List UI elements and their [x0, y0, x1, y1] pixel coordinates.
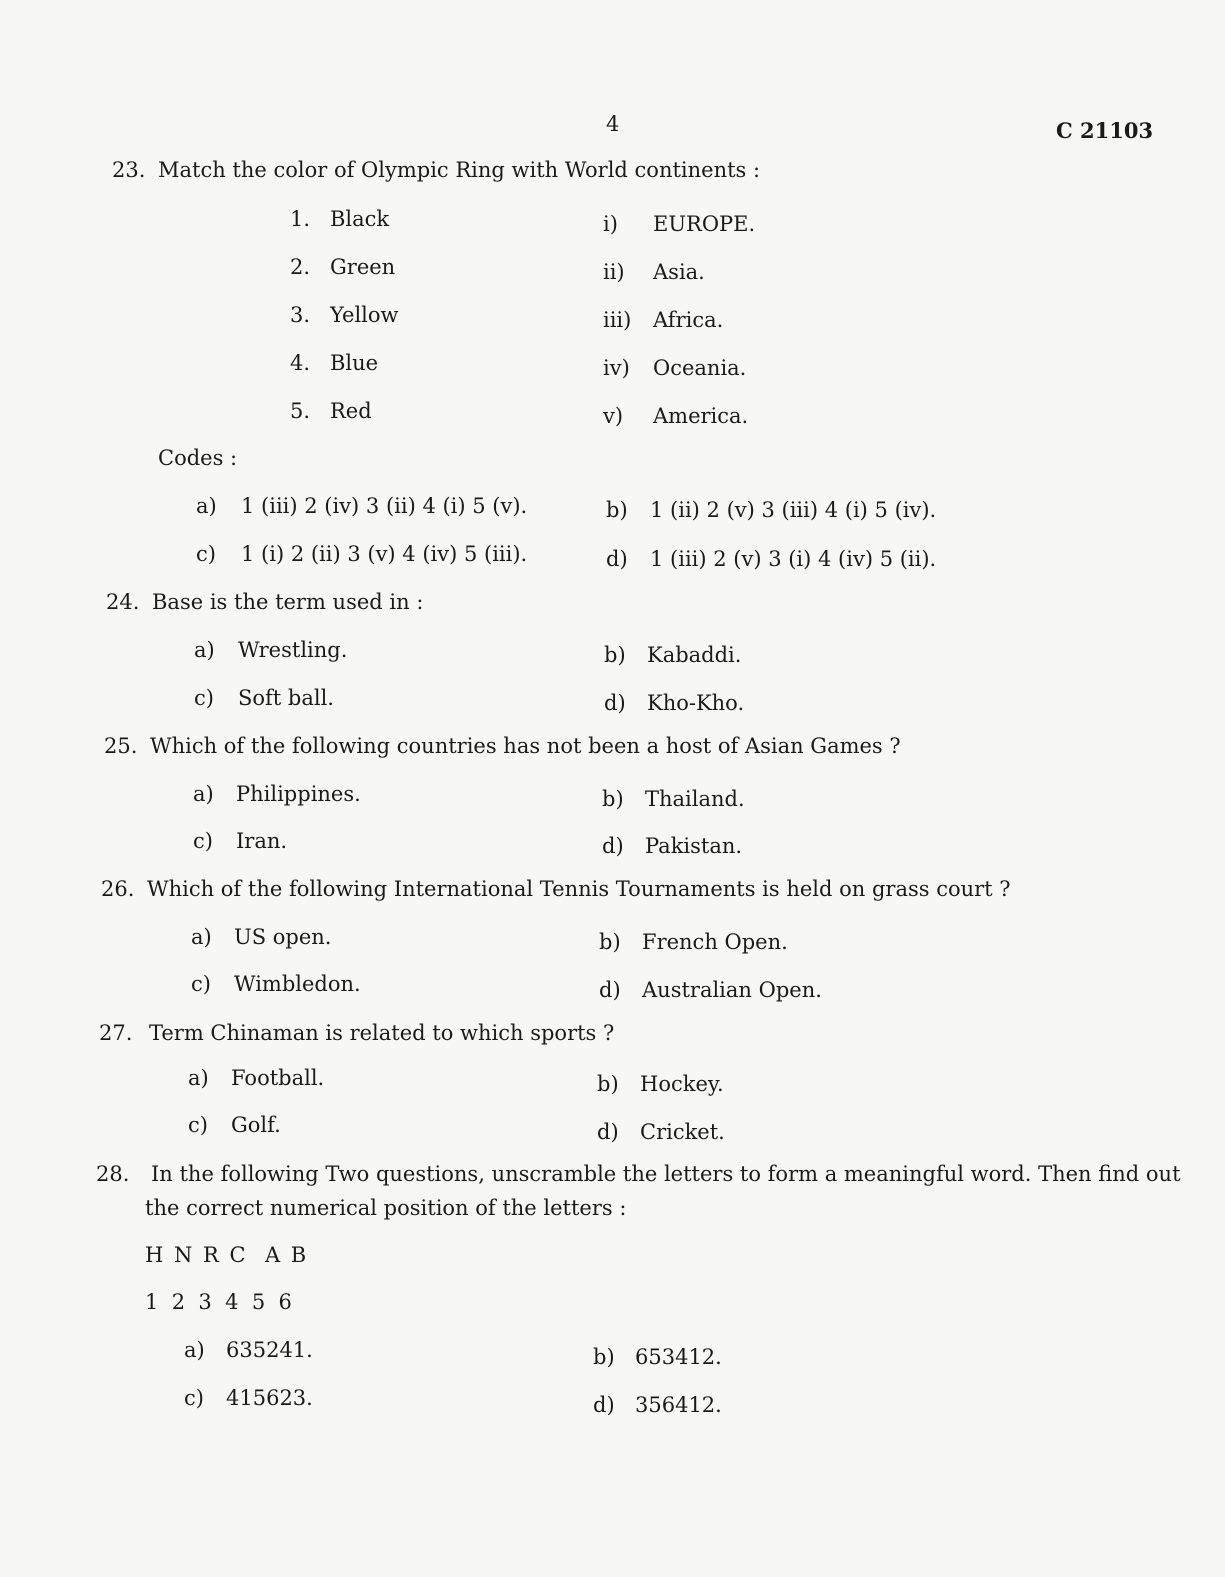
question-number: 25.: [104, 734, 138, 758]
option-c: c) Wimbledon.: [191, 972, 361, 996]
question-number: 28.: [96, 1162, 130, 1186]
match-left-item-5: 5. Red: [290, 399, 372, 423]
option-a: a) Philippines.: [193, 782, 361, 806]
question-text-line2: the correct numerical position of the letters :: [145, 1196, 627, 1220]
option-d: d) Australian Open.: [599, 978, 822, 1002]
question-text: Base is the term used in :: [152, 590, 424, 614]
question-24: [106, 590, 423, 614]
question-27: [99, 1021, 614, 1045]
option-d: d) 1 (iii) 2 (v) 3 (i) 4 (iv) 5 (ii).: [606, 547, 937, 571]
question-text: Term Chinaman is related to which sports ?: [149, 1021, 615, 1045]
option-b: b) 1 (ii) 2 (v) 3 (iii) 4 (i) 5 (iv).: [606, 498, 937, 522]
match-left-item-4: 4. Blue: [290, 351, 379, 375]
option-b: b) French Open.: [599, 930, 788, 954]
match-right-item-1: i) EUROPE.: [603, 212, 756, 236]
page-number: 4: [606, 112, 620, 136]
option-c: c) Soft ball.: [194, 686, 334, 710]
paper-code: C 21103: [1056, 118, 1154, 143]
match-right-item-2: ii) Asia.: [603, 260, 705, 284]
option-a: a) 1 (iii) 2 (iv) 3 (ii) 4 (i) 5 (v).: [196, 494, 528, 518]
question-text: Which of the following International Tennis Tournaments is held on grass court ?: [147, 877, 1011, 901]
question-number: 26.: [101, 877, 135, 901]
question-25: [104, 734, 901, 758]
match-right-item-4: iv) Oceania.: [603, 356, 747, 380]
question-text: Match the color of Olympic Ring with World continents :: [158, 158, 761, 182]
option-a: a) Football.: [188, 1066, 325, 1090]
question-28: [96, 1162, 1181, 1186]
question-number: 23.: [112, 158, 146, 182]
question-number: 27.: [99, 1021, 133, 1045]
match-right-item-5: v) America.: [603, 404, 749, 428]
option-d: d) 356412.: [593, 1393, 722, 1417]
option-c: c) 415623.: [184, 1386, 313, 1410]
question-23: [112, 158, 760, 182]
option-a: a) US open.: [191, 925, 332, 949]
match-left-item-1: 1. Black: [290, 207, 390, 231]
match-left-item-2: 2. Green: [290, 255, 396, 279]
match-right-item-3: iii) Africa.: [603, 308, 724, 332]
option-a: a) 635241.: [184, 1338, 313, 1362]
option-d: d) Cricket.: [597, 1120, 725, 1144]
scrambled-letters: H N R C A B: [145, 1243, 309, 1267]
codes-label: Codes :: [158, 446, 238, 470]
question-26: [101, 877, 1011, 901]
option-d: d) Pakistan.: [602, 834, 743, 858]
option-c: c) 1 (i) 2 (ii) 3 (v) 4 (iv) 5 (iii).: [196, 542, 528, 566]
option-b: b) 653412.: [593, 1345, 722, 1369]
option-b: b) Kabaddi.: [604, 643, 742, 667]
option-c: c) Iran.: [193, 829, 288, 853]
question-text: Which of the following countries has not been a host of Asian Games ?: [150, 734, 901, 758]
option-d: d) Kho-Kho.: [604, 691, 745, 715]
option-a: a) Wrestling.: [194, 638, 348, 662]
letter-positions: 1 2 3 4 5 6: [145, 1290, 292, 1314]
option-c: c) Golf.: [188, 1113, 281, 1137]
match-left-item-3: 3. Yellow: [290, 303, 399, 327]
option-b: b) Hockey.: [597, 1072, 724, 1096]
question-number: 24.: [106, 590, 140, 614]
option-b: b) Thailand.: [602, 787, 745, 811]
question-text-line1: In the following Two questions, unscramble the letters to form a meaningful word. Then find out: [151, 1162, 1181, 1186]
